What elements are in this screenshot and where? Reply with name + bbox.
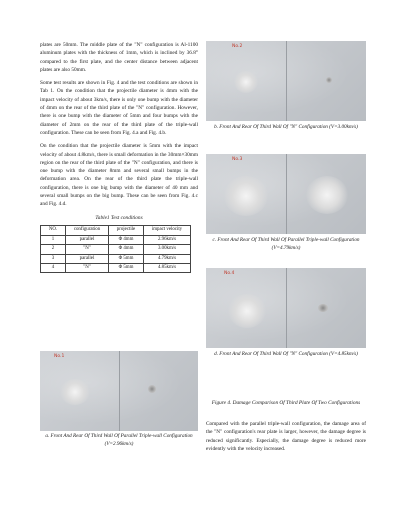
impact-crater xyxy=(234,71,258,93)
header-no: NO. xyxy=(41,225,66,235)
figure-d-caption: d. Front And Rear Of Third Wall Of "N" Configuration (V=4.85km/s) xyxy=(214,351,358,357)
figure-b-caption: b. Front And Rear Of Third Wall Of "N" Configuration (V=3.00km/s) xyxy=(214,124,358,130)
cell: 4 xyxy=(41,263,66,272)
cell: Φ 5mm xyxy=(109,263,144,272)
figure-c-photo xyxy=(206,154,366,234)
specimen-tag: No.4 xyxy=(224,271,235,276)
table-row xyxy=(41,245,191,254)
cell: "N" xyxy=(66,245,109,254)
table-header-row xyxy=(41,225,191,235)
right-column xyxy=(206,420,366,458)
figure-4-title: Figure 4. Damage Comparison Of Third Plate Of Two Configurations xyxy=(211,400,361,406)
cell: 2.96km/s xyxy=(144,235,191,244)
cell: 3.00km/s xyxy=(144,245,191,254)
paragraph-high-velocity: On the condition that the projectile diameter is 5mm with the impact velocity of about 4.8km/s, there is small deformation in the 30mm×30mm region on the rear of the third plate of the "N" configuration, and there is one bump with the diameter 8mm and several small bumps in the deformation area. On the rear of the third plate the triple-wall configuration, there is one big bump with the diameter of 40 mm and several small bumps on the big bump. These can be seen from Fig. 4.c and Fig. 4.d. xyxy=(40,143,198,208)
impact-crater xyxy=(224,176,268,216)
impact-crater xyxy=(228,294,266,328)
cell: parallel xyxy=(66,235,109,244)
cell: 1 xyxy=(41,235,66,244)
table-row xyxy=(41,235,191,244)
photo-divider xyxy=(286,268,287,348)
table-caption: Table1 Test conditions xyxy=(95,214,143,221)
paragraph-comparison: Compared with the parallel triple-wall configuration, the damage area of the "N" configuration's rear plate is larger, however, the damage degree is reduced significantly. Especially, the damage degree is reduced more evidently with the velocity increased. xyxy=(206,421,366,452)
header-configuration: configuration xyxy=(66,225,109,235)
paragraph-test-results: Some test results are shown in Fig. 4 and the test conditions are shown in Tab 1. On the condition that the projectile diameter is 4mm with the impact velocity of about 3km/s, there is only one bump with the diameter of 4mm on the rear of the third plate of the "N" configuration. However, there is one bump with the diameter of 5mm and four bumps with the diameter of 2mm on the rear of the third plate of the triple-wall configuration. These can be seen from Fig. 4.a and Fig. 4.b. xyxy=(40,80,198,136)
cell: 4.85km/s xyxy=(144,263,191,272)
test-conditions-table xyxy=(40,225,191,273)
rear-bump xyxy=(148,385,156,393)
cell: Φ 4mm xyxy=(109,245,144,254)
cell: 2 xyxy=(41,245,66,254)
rear-bump xyxy=(326,77,332,83)
specimen-tag: No.2 xyxy=(232,44,243,49)
cell: parallel xyxy=(66,254,109,263)
photo-divider xyxy=(119,351,120,431)
cell: "N" xyxy=(66,263,109,272)
cell: Φ 5mm xyxy=(109,254,144,263)
figure-c-caption: c. Front And Rear Of Third Wall Of Parallel Triple-wall Configuration (V=4.79km/s) xyxy=(212,237,360,251)
figure-b-photo xyxy=(206,41,366,121)
figure-a-photo xyxy=(40,351,198,431)
specimen-tag: No.1 xyxy=(54,354,65,359)
header-projectile: projectile xyxy=(109,225,144,235)
specimen-tag: No.3 xyxy=(232,157,243,162)
figure-d-photo xyxy=(206,268,366,348)
figure-a-caption: a. Front And Rear Of Third Wall Of Parallel Triple-wall Configuration (V=2.96km/s) xyxy=(45,433,193,447)
paragraph-plates: plates are 50mm. The middle plate of the "N" configuration is Al-1100 aluminum plates with the thickness of 1mm, which is inclined by 36.8° compared to the first plate, and the center distance between adjacent plates are also 50mm. xyxy=(40,42,198,73)
rear-bulge xyxy=(306,176,348,214)
table-row xyxy=(41,263,191,272)
cell: 3 xyxy=(41,254,66,263)
left-column xyxy=(40,41,198,273)
cell: 4.79km/s xyxy=(144,254,191,263)
impact-crater xyxy=(60,379,90,405)
table-row xyxy=(41,254,191,263)
photo-divider xyxy=(286,154,287,234)
cell: Φ 4mm xyxy=(109,235,144,244)
header-impact-velocity: impact velocity xyxy=(144,225,191,235)
rear-bump xyxy=(318,304,328,312)
photo-divider xyxy=(286,41,287,121)
